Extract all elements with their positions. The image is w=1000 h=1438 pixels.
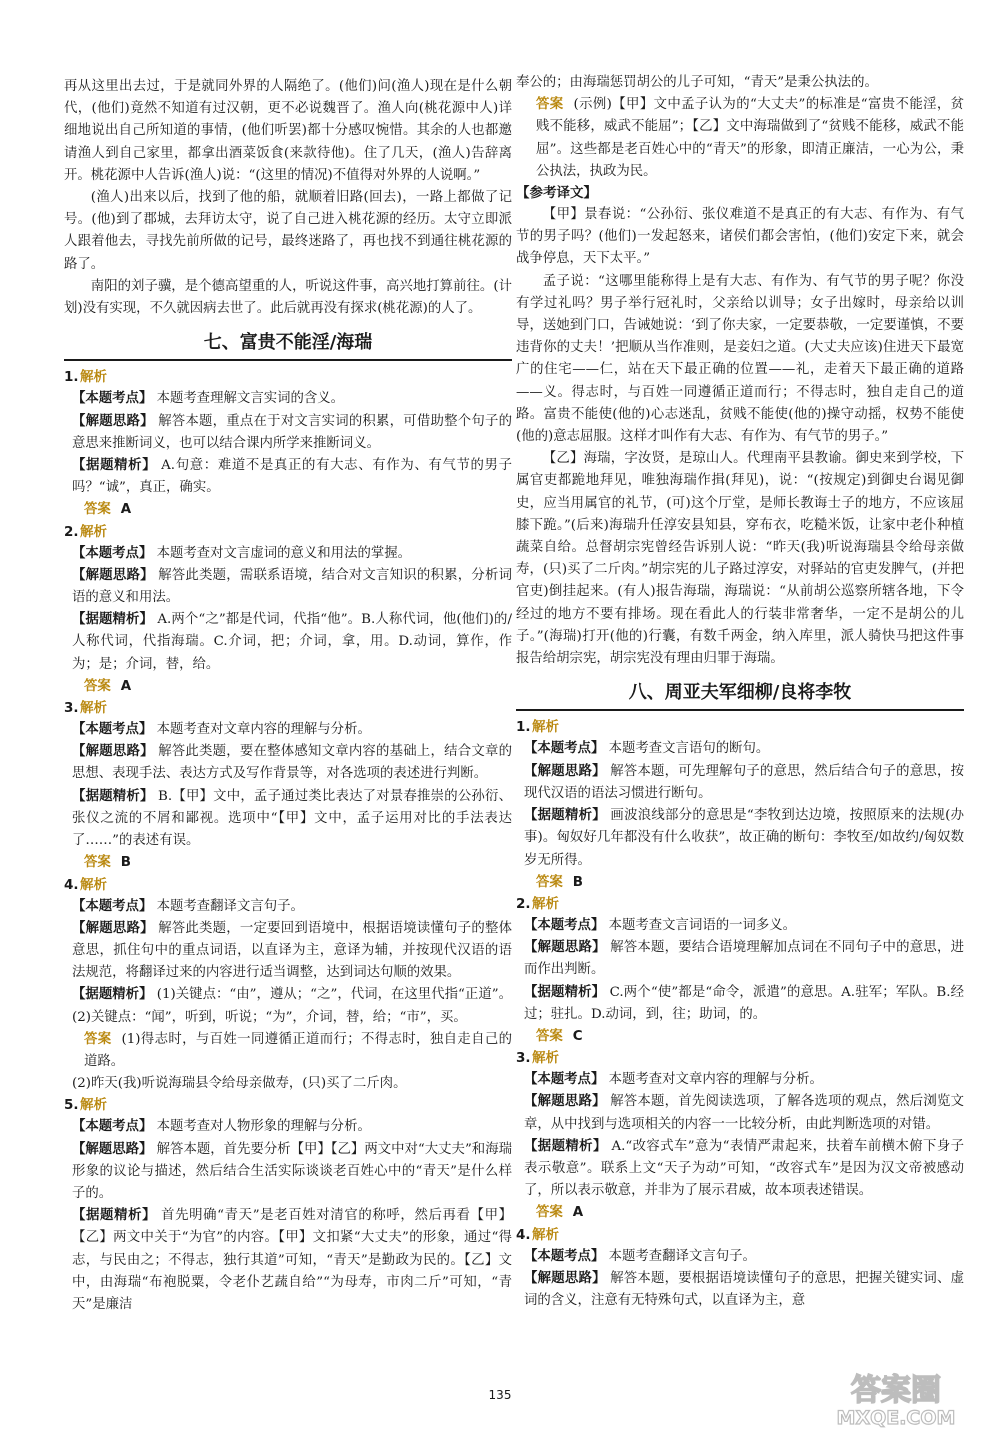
jingxi-text: (1)关键点：“由”，遵从；“之”，代词，在这里代指“正道”。(2)关键点：“闻”，听到，听说；“为”，介词，替，给；“市”，买。	[72, 987, 512, 1025]
silu-tag: 【解题思路】	[524, 1270, 606, 1286]
silu-tag: 【解题思路】	[72, 920, 154, 936]
kaodian-tag: 【本题考点】	[524, 917, 605, 933]
kaodian-tag: 【本题考点】	[72, 722, 153, 738]
analysis-label: 解析	[80, 876, 107, 893]
answer-value: A	[572, 1205, 584, 1221]
watermark-line-2: MXQE.COM	[836, 1407, 956, 1429]
kaodian-tag: 【本题考点】	[72, 391, 153, 407]
silu-text: 解答本题，重点在于对文言实词的积累，可借助整个句子的意思来推断词义，也可以结合课内所学来推断词义。	[72, 413, 512, 451]
jingxi-text: 画波浪线部分的意思是“李牧到达边境，按照原来的法规(办事)。匈奴好几年都没有什么收获”，故正确的断句：李牧至/如故约/匈奴数岁无所得。	[524, 808, 964, 868]
kaodian-text: 本题考查文言语句的断句。	[608, 741, 770, 757]
silu-tag: 【解题思路】	[524, 940, 606, 956]
question-1	[516, 717, 964, 893]
intro-paragraph-1: 再从这里出去过，于是就同外界的人隔绝了。(他们)问(渔人)现在是什么朝代，(他们)竟然不知道有过汉朝，更不必说魏晋了。渔人向(桃花源中人)详细地说出自己所知道的事情，(他们听罢)都十分感叹惋惜。其余的人也都邀请渔人到自己家里，都拿出酒菜饭食(来款待他)。住了几天，(渔人)告辞离开。桃花源中人告诉(渔人)说：“(这里的情况)不值得对外界的人说啊。”	[64, 79, 512, 183]
answer-label: 答案	[536, 874, 563, 890]
watermark-logo	[810, 1366, 982, 1430]
silu-text: 解答此类题，要在整体感知文章内容的基础上，结合文章的思想、表现手法、表达方式及写作背景等，对各选项的表述进行判断。	[72, 744, 512, 782]
question-3	[516, 1048, 964, 1224]
kaodian-tag: 【本题考点】	[524, 1248, 605, 1264]
silu-tag: 【解题思路】	[72, 1141, 153, 1157]
jingxi-tag: 【据题精析】	[72, 987, 153, 1003]
silu-text: 解答此类题，一定要回到语境中，根据语境读懂句子的整体意思，抓住句中的重点词语，以直译为主，意译为辅，并按现代汉语的语法规范，将翻译过来的内容进行适当调整，达到词达句顺的效果。	[72, 920, 512, 981]
answer-label: 答案	[536, 1205, 563, 1221]
analysis-label: 解析	[532, 1226, 559, 1243]
silu-text: 解答此类题，需联系语境，结合对文言知识的积累，分析词语的意义和用法。	[72, 567, 512, 606]
answer-label: 答案	[84, 678, 111, 694]
kaodian-text: 本题考查对文章内容的理解与分析。	[156, 722, 371, 738]
answer-label: 答案	[536, 97, 564, 113]
question-number: 4.	[64, 876, 79, 893]
answer-value: A	[120, 678, 132, 694]
jingxi-tag: 【据题精析】	[72, 612, 153, 628]
question-4	[516, 1225, 964, 1313]
section-8-title: 八、周亚夫军细柳/良将李牧	[516, 676, 964, 711]
analysis-label: 解析	[80, 523, 107, 540]
question-number: 3.	[64, 700, 79, 717]
kaodian-tag: 【本题考点】	[72, 1119, 153, 1135]
reference-paragraph-2: 孟子说：“这哪里能称得上是有大志、有作为、有气节的男子呢？你没有学过礼吗？男子举行冠礼时，父亲给以训导；女子出嫁时，母亲给以训导，送她到门口，告诫她说：‘到了你夫家，一定要恭敬，一定要谨慎，不要违背你的丈夫！’把顺从当作准则，是妾妇之道。(大丈夫应该)住进天下最宽广的住宅——仁，站在天下最正确的位置——礼，走着天下最正确的道路——义。得志时，与百姓一同遵循正道而行；不得志时，独自走自己的道路。富贵不能使(他的)心志迷乱，贫贱不能使(他的)操守动摇，权势不能使(他的)意志屈服。这样才叫作有大志、有作为、有气节的男子。”	[516, 273, 964, 445]
answer-label: 答案	[84, 502, 111, 518]
analysis-label: 解析	[532, 895, 559, 912]
silu-text: 解答本题，要根据语境读懂句子的意思，把握关键实词、虚词的含义，注意有无特殊句式，以直译为主，意	[524, 1270, 964, 1308]
answer-text-2: (2)昨天(我)听说海瑞县令给母亲做寿，(只)买了二斤肉。	[72, 1076, 407, 1092]
question-number: 3.	[516, 1050, 531, 1067]
question-3	[64, 698, 512, 874]
answer-label: 答案	[536, 1028, 563, 1044]
answer-value: B	[120, 855, 131, 871]
analysis-label: 解析	[80, 1097, 107, 1114]
silu-text: 解答本题，首先阅读选项，了解各选项的观点，然后浏览文章，从中找到与选项相关的内容一一比较分析，由此判断选项的对错。	[524, 1094, 964, 1132]
silu-text: 解答本题，首先要分析【甲】【乙】两文中对“大丈夫”和海瑞形象的议论与描述，然后结合生活实际谈谈老百姓心中的“青天”是什么样子的。	[72, 1141, 512, 1201]
analysis-label: 解析	[80, 700, 107, 717]
kaodian-text: 本题考查对人物形象的理解与分析。	[156, 1119, 371, 1135]
answer-label: 答案	[84, 855, 111, 871]
jingxi-tag: 【据题精析】	[524, 1138, 607, 1154]
answer-label: 答案	[84, 1031, 112, 1047]
answer-text: (示例)【甲】文中孟子认为的“大丈夫”的标准是“富贵不能淫，贫贱不能移，威武不能屈”；【乙】文中海瑞做到了“贫贱不能移，威武不能屈”。这些都是老百姓心中的“青天”的形象，即清正廉洁，一心为公，秉公执法，执政为民。	[536, 97, 965, 179]
kaodian-tag: 【本题考点】	[524, 741, 605, 757]
jingxi-tag: 【据题精析】	[72, 1208, 157, 1224]
right-column	[516, 72, 964, 1312]
question-number: 1.	[516, 719, 531, 736]
answer-value: C	[572, 1028, 583, 1044]
jingxi-tag: 【据题精析】	[524, 808, 606, 824]
question-number: 2.	[64, 523, 79, 540]
watermark-line-1: 答案圈	[851, 1373, 941, 1408]
reference-paragraph-1: 【甲】景春说：“公孙衍、张仪难道不是真正的有大志、有作为、有气节的男子吗？(他们)一发起怒来，诸侯们都会害怕，(他们)安定下来，就会战争停息，天下太平。”	[516, 207, 964, 267]
section-7-title: 七、富贵不能淫/海瑞	[64, 326, 512, 361]
kaodian-text: 本题考查翻译文言句子。	[156, 898, 304, 914]
question-1	[64, 367, 512, 521]
left-column	[64, 76, 512, 1316]
jingxi-tag: 【据题精析】	[72, 458, 157, 474]
silu-tag: 【解题思路】	[72, 413, 154, 429]
question-number: 1.	[64, 369, 79, 386]
silu-tag: 【解题思路】	[524, 763, 606, 779]
kaodian-tag: 【本题考点】	[72, 545, 153, 561]
question-number: 4.	[516, 1226, 531, 1243]
answer-value: A	[120, 502, 132, 518]
jingxi-text: C.两个“使”都是“命令，派遣”的意思。A.驻军；军队。B.经过；驻扎。D.动词，到，往；助词，的。	[524, 984, 964, 1022]
jingxi-tag: 【据题精析】	[72, 788, 154, 804]
kaodian-text: 本题考查文言词语的一词多义。	[608, 917, 797, 933]
analysis-label: 解析	[80, 369, 107, 386]
analysis-label: 解析	[532, 719, 559, 736]
silu-tag: 【解题思路】	[524, 1094, 606, 1110]
jingxi-text: B.【甲】文中，孟子通过类比表达了对景春推崇的公孙衍、张仪之流的不屑和鄙视。选项中“【甲】文中，孟子运用对比的手法表达了……”的表述有误。	[72, 788, 512, 849]
jingxi-text: 首先明确“青天”是老百姓对清官的称呼，然后再看【甲】【乙】两文中关于“为官”的内容。【甲】文扣紧“大丈夫”的形象，通过“得志，与民由之；不得志，独行其道”可知，“青天”是勤政为民的。【乙】文中，由海瑞“布袍脱粟，令老仆艺蔬自给”“为母寿，市肉二斤”可知，“青天”是廉洁	[72, 1208, 512, 1312]
question-number: 2.	[516, 895, 531, 912]
intro-paragraph-2: (渔人)出来以后，找到了他的船，就顺着旧路(回去)，一路上都做了记号。(他)到了郡城，去拜访太守，说了自己进入桃花源的经历。太守立即派人跟着他去，寻找先前所做的记号，最终迷路了，再也找不到通往桃花源的路了。	[64, 190, 512, 272]
jingxi-text: A.两个“之”都是代词，代指“他”。B.人称代词，他(他们)的/人称代词，代指海瑞。C.介词，把；介词，拿，用。D.动词，算作，作为；是；介词，替，给。	[72, 612, 512, 672]
jingxi-tag: 【据题精析】	[524, 984, 606, 1000]
kaodian-tag: 【本题考点】	[524, 1072, 605, 1088]
answer-text-1: (1)得志时，与百姓一同遵循正道而行；不得志时，独自走自己的道路。	[84, 1031, 513, 1069]
question-number: 5.	[64, 1097, 79, 1114]
silu-tag: 【解题思路】	[72, 567, 154, 583]
kaodian-text: 本题考查翻译文言句子。	[608, 1248, 756, 1264]
jingxi-text: A.句意：难道不是真正的有大志、有作为、有气节的男子吗？“诚”，真正，确实。	[72, 458, 512, 496]
analysis-label: 解析	[532, 1050, 559, 1067]
question-4	[64, 875, 512, 1096]
kaodian-tag: 【本题考点】	[72, 898, 153, 914]
reference-translation-title: 【参考译文】	[516, 185, 597, 202]
reference-paragraph-3: 【乙】海瑞，字汝贤，是琼山人。代理南平县教谕。御史来到学校，下属官吏都跪地拜见，唯独海瑞作揖(拜见)，说：“(按规定)到御史台谒见御史，应当用属官的礼节，(可)这个厅堂，是师长教诲士子的地方，不应该屈膝下跪。”(后来)海瑞升任淳安县知县，穿布衣，吃糙米饭，让家中老仆种植蔬菜自给。总督胡宗宪曾经告诉别人说：“昨天(我)听说海瑞县令给母亲做寿，(只)买了二斤肉。”胡宗宪的儿子路过淳安，对驿站的官吏发脾气，(并把官吏)倒挂起来。(有人)报告海瑞，海瑞说：“从前胡公巡察所辖各地，下令经过的地方不要有排场。现在看此人的行装非常奢华，一定不是胡公的儿子。”(海瑞)打开(他的)行囊，有数千两金，纳入库里，派人骑快马把这件事报告给胡宗宪，胡宗宪没有理由归罪于海瑞。	[516, 451, 964, 667]
silu-text: 解答本题，可先理解句子的意思，然后结合句子的意思，按现代汉语的语法习惯进行断句。	[524, 763, 964, 801]
kaodian-text: 本题考查理解文言实词的含义。	[156, 391, 345, 407]
kaodian-text: 本题考查对文言虚词的意义和用法的掌握。	[156, 545, 412, 561]
continued-text: 奉公的；由海瑞惩罚胡公的儿子可知，“青天”是秉公执法的。	[516, 75, 878, 90]
jingxi-text: A.“改容式车”意为“表情严肃起来，扶着车前横木俯下身子表示敬意”。联系上文“天子为动”可知，“改容式车”是因为汉文帝被感动了，所以表示敬意，并非为了展示君威，故本项表述错误。	[524, 1138, 965, 1199]
silu-tag: 【解题思路】	[72, 744, 154, 760]
intro-paragraph-3: 南阳的刘子骥，是个德高望重的人，听说这件事，高兴地打算前往。(计划)没有实现，不久就因病去世了。此后就再没有探求(桃花源)的人了。	[64, 278, 512, 317]
question-5	[64, 1095, 512, 1316]
question-2	[64, 522, 512, 698]
question-2	[516, 894, 964, 1048]
page-number: 135	[488, 1388, 512, 1402]
answer-value: B	[572, 874, 583, 890]
silu-text: 解答本题，要结合语境理解加点词在不同句子中的意思，进而作出判断。	[524, 940, 964, 978]
kaodian-text: 本题考查对文章内容的理解与分析。	[608, 1072, 823, 1088]
